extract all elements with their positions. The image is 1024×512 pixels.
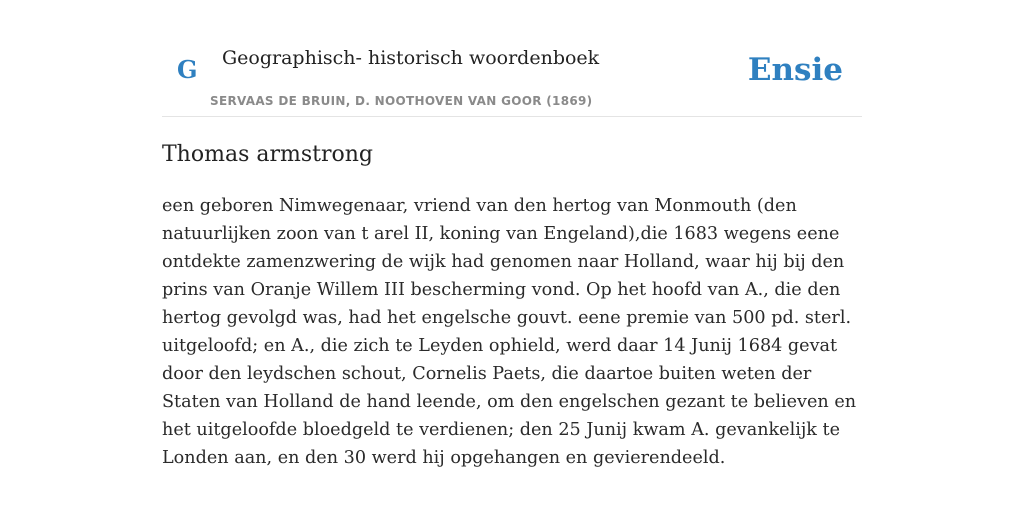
page xyxy=(162,0,862,468)
book-logo-icon[interactable]: G xyxy=(177,55,198,84)
book-title-link[interactable]: Geographisch- historisch woordenboek xyxy=(222,47,600,69)
book-header xyxy=(162,0,862,117)
entry-body: een geboren Nimwegenaar, vriend van den hertog van Monmouth (den natuurlijken zoon van t arel II, koning van Engeland),die 1683 wegens eene ontdekte zamenzwering de wijk had genomen naar Holland, waar hij bij den prins van Oranje Willem III bescherming vond. Op het hoofd van A., die den hertog gevolgd was, had het engelsche gouvt. eene premie van 500 pd. sterl. uitgeloofd; en A., die zich te Leyden ophield, werd daar 14 Junij 1684 gevat door den leydschen schout, Cornelis Paets, die daartoe buiten weten der Staten van Holland de hand leende, om den engelschen gezant te believen en het uitgeloofde bloedgeld te verdienen; den 25 Junij kwam A. gevankelijk te Londen aan, en den 30 werd hij opgehangen en gevierendeeld. xyxy=(162,196,857,468)
ensie-logo-link[interactable]: Ensie xyxy=(747,52,843,88)
entry-title: Thomas armstrong xyxy=(162,142,373,167)
book-author: SERVAAS DE BRUIN, D. NOOTHOVEN VAN GOOR (1869) xyxy=(210,94,593,108)
